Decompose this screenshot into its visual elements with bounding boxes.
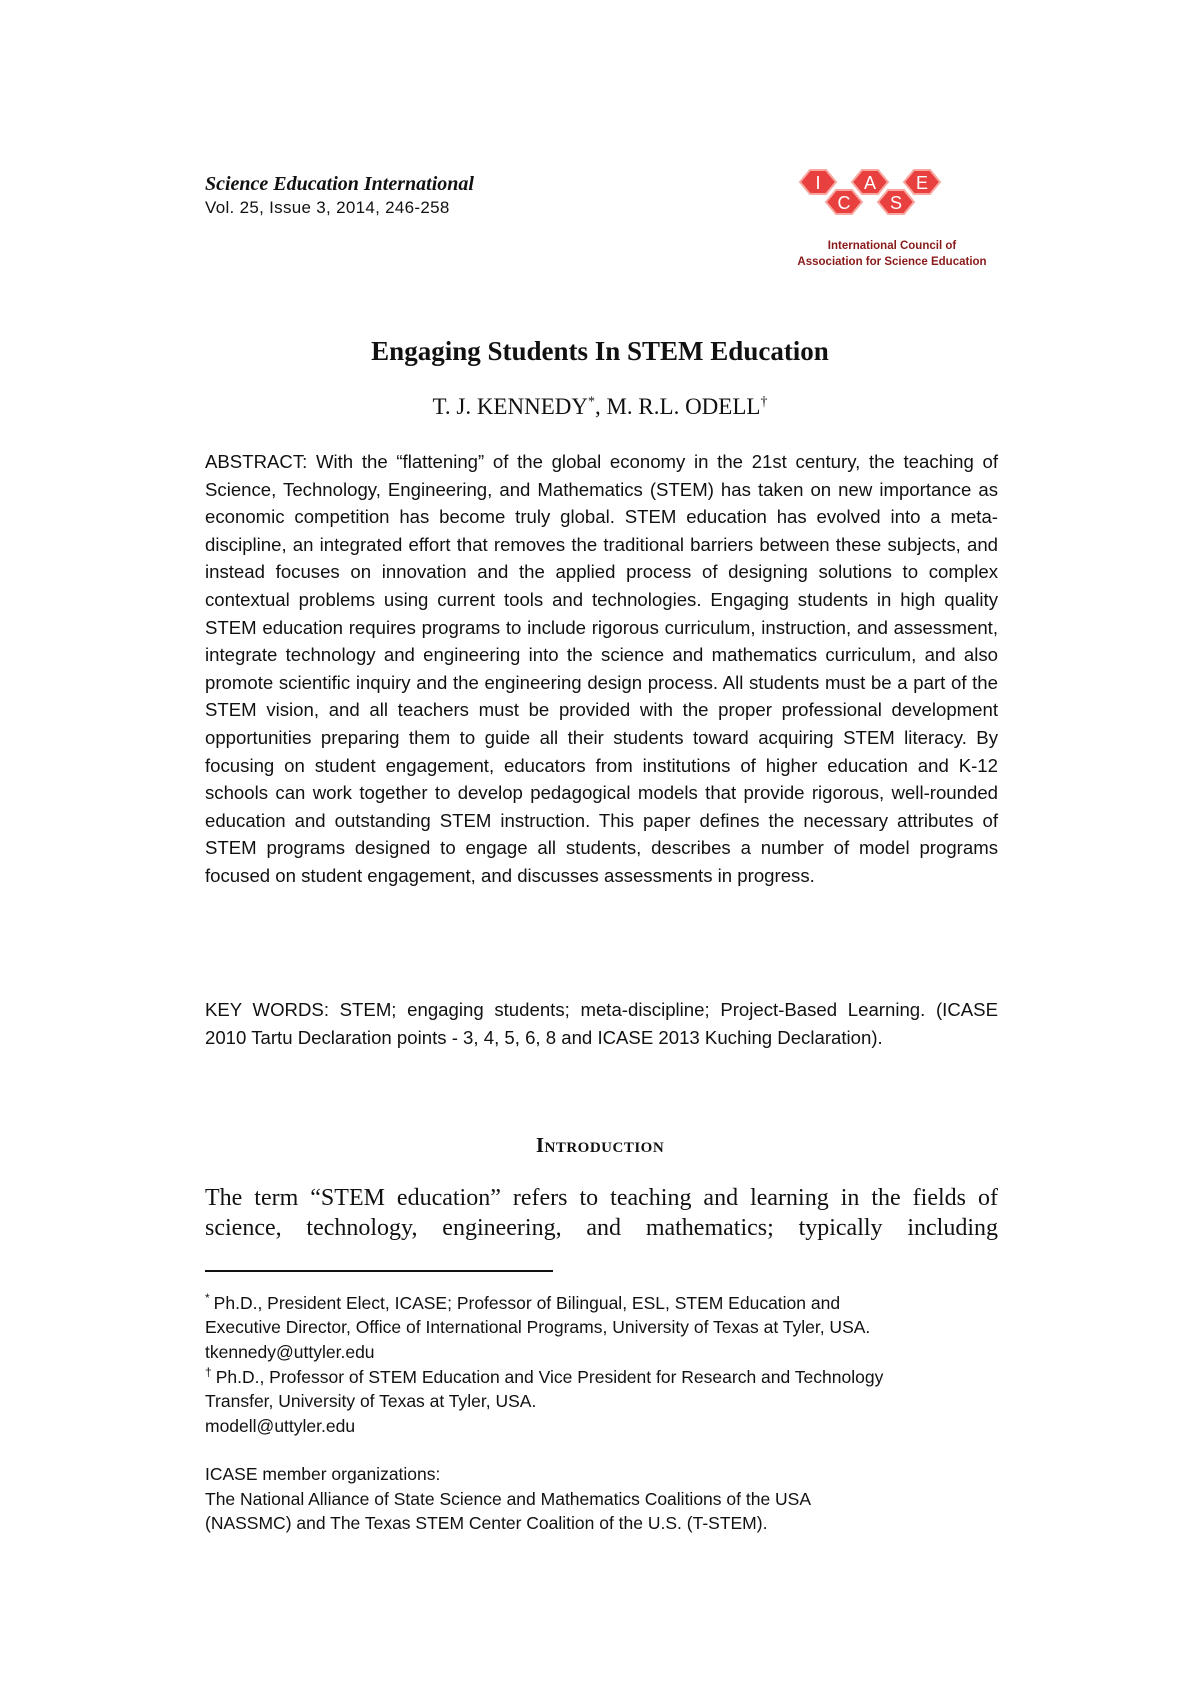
abstract-body: teaching of Science, Technology, Engineering, and Mathematics (STEM) has taken on new importance as economic competition has become truly global. STEM education has evolved into a meta-discipline, an integrated effort that removes the traditional barriers between these subjects, and instead focuses on innovation and the applied process of designing solutions to complex contextual problems using current tools and technologies. Engaging students in high quality STEM education requires programs to include rigorous curriculum, instruction, and assessment, integrate technology and engineering into the science and mathematics curriculum, and also promote scientific inquiry and the engineering design process. All students must be a part of the STEM vision, and all teachers must be provided with the proper professional development opportunities preparing them to guide all their students toward acquiring STEM literacy. By focusing on student engagement, educators from institutions of higher education and K-12 schools can work together to develop pedagogical models that provide rigorous, well-rounded education and outstanding STEM instruction. This paper defines the necessary attributes of STEM programs designed to engage all students, describes a number of model programs focused on student engagement, and discusses assessments in progress. (205, 451, 998, 886)
footnote-1-email: tkennedy@uttyler.edu (205, 1341, 375, 1362)
paper-title: Engaging Students In STEM Education (371, 336, 829, 366)
members-line2: (NASSMC) and The Texas STEM Center Coalition of the U.S. (T-STEM). (205, 1513, 768, 1533)
author-1: T. J. KENNEDY (432, 394, 588, 419)
members-label: ICASE member organizations: (205, 1464, 441, 1484)
introduction-text: The term “STEM education” refers to teaching and learning in the fields of science, technology, engineering, and mathematics; typically including (205, 1185, 998, 1241)
logo-org-line2: Association for Science Education (797, 256, 987, 268)
logo-org-name (792, 238, 992, 270)
abstract-first-line: ABSTRACT: With the “flattening” of the global economy in the 21st century, the (205, 451, 895, 472)
members-line1: The National Alliance of State Science and Mathematics Coalitions of the USA (205, 1488, 812, 1509)
keywords: KEY WORDS: STEM; engaging students; meta-discipline; Project-Based Learning. (ICASE 2010 Tartu Declaration points - 3, 4, 5, 6, 8 and ICASE 2013 Kuching Declaration). (205, 999, 998, 1048)
author-2-mark: † (760, 394, 768, 410)
footnote-2-line2: Transfer, University of Texas at Tyler, USA. (205, 1391, 537, 1412)
journal-volume: Vol. 25, Issue 3, 2014, 246-258 (205, 198, 450, 217)
footnote-1 (205, 1286, 985, 1364)
author-1-mark: * (587, 394, 595, 410)
footnote-1-line1: Ph.D., President Elect, ICASE; Professor of Bilingual, ESL, STEM Education and (213, 1292, 841, 1313)
footnote-divider (205, 1270, 553, 1272)
logo-letter-s: S (889, 193, 903, 213)
member-organizations (205, 1462, 985, 1536)
footnote-2 (205, 1360, 985, 1438)
journal-header (205, 172, 474, 220)
logo-letter-a: A (863, 173, 877, 193)
icase-logo (790, 168, 990, 276)
journal-name: Science Education International (205, 173, 474, 195)
logo-letter-c: C (837, 193, 851, 213)
logo-org-line1: International Council of (827, 240, 957, 252)
footnote-2-line1: Ph.D., Professor of STEM Education and Vice President for Research and Technology (215, 1366, 884, 1387)
footnote-1-mark: * (205, 1291, 210, 1305)
logo-letter-e: E (915, 173, 929, 193)
section-heading-introduction: Introduction (535, 1133, 665, 1157)
paper-authors (0, 394, 1200, 420)
logo-letter-i: I (815, 173, 821, 193)
icase-hexagons (790, 168, 990, 238)
footnote-1-line2: Executive Director, Office of International Programs, University of Texas at Tyler, USA. (205, 1317, 871, 1338)
abstract (205, 448, 998, 890)
footnote-2-email: modell@uttyler.edu (205, 1415, 356, 1436)
footnote-2-mark: † (205, 1365, 212, 1379)
author-2: , M. R.L. ODELL (594, 394, 761, 419)
